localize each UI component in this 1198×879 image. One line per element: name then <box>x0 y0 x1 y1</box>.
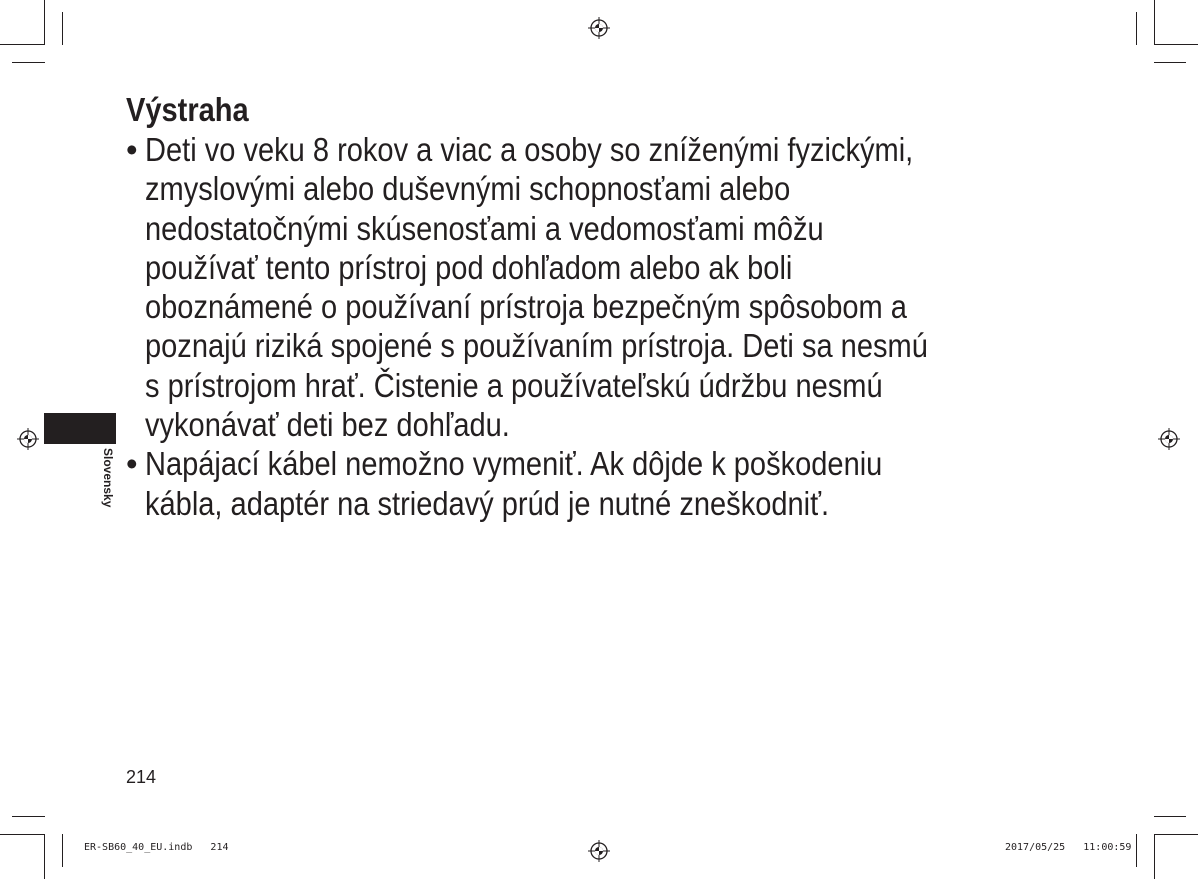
list-item-text: Napájací kábel nemožno vymeniť. Ak dôjde k poškodeniu kábla, adaptér na striedavý prúd je nutné zneškodniť. <box>145 445 883 522</box>
language-tab <box>44 413 116 444</box>
crop-mark <box>12 816 45 817</box>
registration-mark-icon <box>17 428 39 450</box>
registration-mark-icon <box>588 17 610 39</box>
crop-mark <box>44 834 45 879</box>
list-item-text: Deti vo veku 8 rokov a viac a osoby so zníženými fyzickými, zmyslovými alebo duševnými schopnosťami alebo nedostatočnými skúsenosťami a vedomosťami môžu používať tento prístroj pod dohľadom alebo ak boli oboznámené o používaní prístroja bezpečným spôsobom a poznajú riziká spojené s používaním prístroja. Deti sa nesmú s prístrojom hrať. Čistenie a používateľskú údržbu nesmú vykonávať deti bez dohľadu. <box>145 131 928 444</box>
crop-mark <box>0 44 45 45</box>
file-slug: ER-SB60_40_EU.indb 214 <box>84 842 229 853</box>
crop-mark <box>62 12 63 45</box>
date-slug: 2017/05/25 11:00:59 <box>1005 842 1132 853</box>
crop-mark <box>1154 816 1186 817</box>
page-number: 214 <box>126 767 157 787</box>
crop-mark <box>1154 834 1198 835</box>
crop-mark <box>1154 44 1198 45</box>
crop-mark <box>1154 0 1155 45</box>
list-item <box>126 444 1066 523</box>
crop-mark <box>1136 12 1137 45</box>
language-label: Slovensky <box>101 448 115 508</box>
registration-mark-icon <box>588 840 610 862</box>
crop-mark <box>1154 834 1155 879</box>
list-item <box>126 130 1066 444</box>
warning-list <box>126 130 1066 523</box>
bullet-icon: • <box>126 445 138 483</box>
bullet-icon: • <box>126 131 138 168</box>
warning-heading: Výstraha <box>126 91 249 128</box>
warning-section <box>126 90 1066 523</box>
crop-mark <box>1136 834 1137 867</box>
crop-mark <box>44 0 45 45</box>
crop-mark <box>12 62 45 63</box>
crop-mark <box>0 834 45 835</box>
registration-mark-icon <box>1158 428 1180 450</box>
crop-mark <box>62 834 63 867</box>
crop-mark <box>1154 62 1186 63</box>
